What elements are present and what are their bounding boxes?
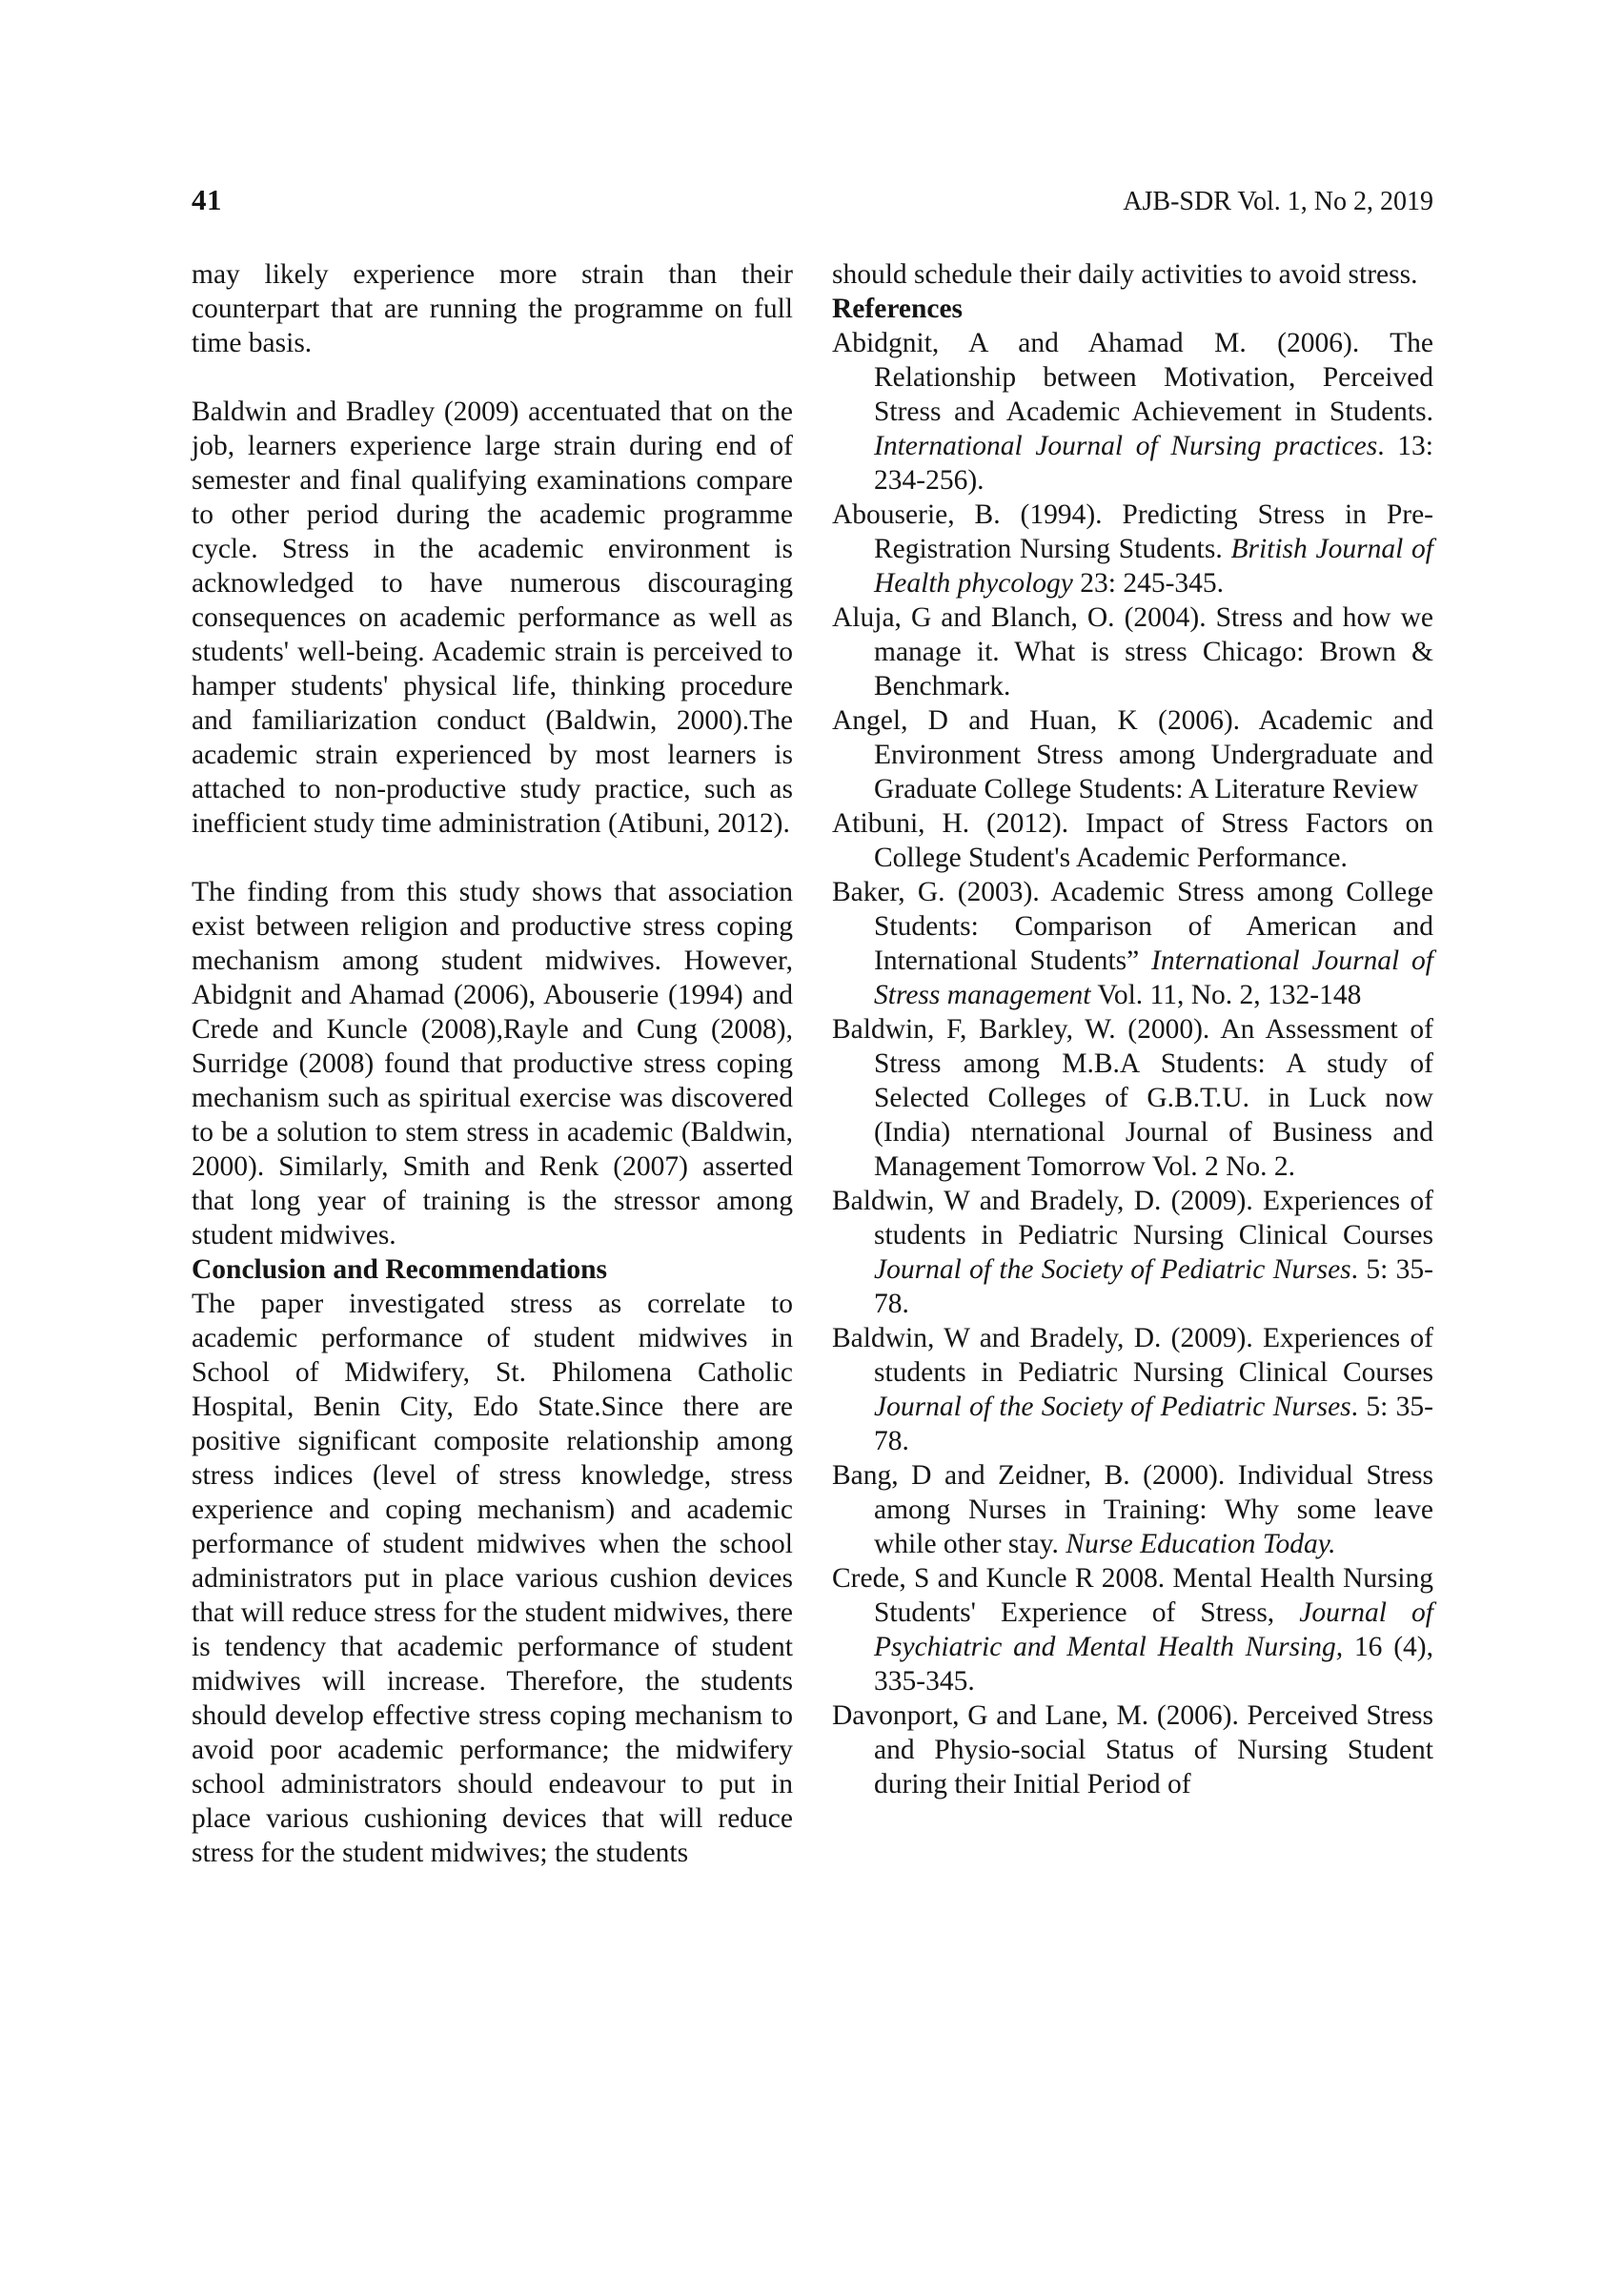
reference-text: . 5: 35-78.: [874, 1392, 1433, 1456]
reference-journal-title: Journal of Psychiatric and Mental Health Nursing,: [874, 1597, 1434, 1662]
journal-header: AJB-SDR Vol. 1, No 2, 2019: [1123, 187, 1433, 216]
reference-text: Baldwin, F, Barkley, W. (2000). An Assessment of Stress among M.B.A Students: A study of Selected Colleges of G.B.T.U. in Luck now (India) nternational Journal of Business and Management Tomorrow Vol. 2 No. 2.: [832, 1014, 1433, 1182]
reference-entry: [832, 1561, 1433, 1698]
reference-text: Abouserie, B. (1994). Predicting Stress in Pre-Registration Nursing Students.: [832, 499, 1433, 564]
reference-entry: [832, 1184, 1433, 1321]
reference-text: . 5: 35-78.: [874, 1254, 1433, 1319]
body-paragraph: may likely experience more strain than their counterpart that are running the programme on full time basis.: [192, 259, 793, 358]
reference-text: Atibuni, H. (2012). Impact of Stress Factors on College Student's Academic Performance.: [832, 808, 1433, 873]
body-paragraph: The finding from this study shows that association exist between religion and productive stress coping mechanism among student midwives. However, Abidgnit and Ahamad (2006), Abouserie (1994) and Crede and Kuncle (2008),Rayle and Cung (2008), Surridge (2008) found that productive stress coping mechanism such as spiritual exercise was discovered to be a solution to stem stress in academic (Baldwin, 2000). Similarly, Smith and Renk (2007) asserted that long year of training is the stressor among student midwives.: [192, 877, 793, 1250]
page-number: 41: [192, 183, 222, 216]
reference-text: Vol. 11, No. 2, 132-148: [1090, 980, 1362, 1010]
reference-journal-title: International Journal of Nursing practices: [874, 431, 1378, 461]
reference-entry: [832, 1458, 1433, 1561]
reference-text: Angel, D and Huan, K (2006). Academic and Environment Stress among Undergraduate and Graduate College Students: A Literature Review: [832, 705, 1433, 804]
two-column-body: [192, 257, 1433, 1870]
reference-journal-title: Journal of the Society of Pediatric Nurses: [874, 1254, 1351, 1285]
references-heading: References: [832, 294, 964, 324]
reference-entry: [832, 1321, 1433, 1458]
reference-text: Abidgnit, A and Ahamad M. (2006). The Relationship between Motivation, Perceived Stress and Academic Achievement in Students.: [832, 328, 1433, 427]
reference-entry: [832, 703, 1433, 806]
reference-text: 23: 245-345.: [1072, 568, 1225, 599]
reference-text: Crede, S and Kuncle R 2008. Mental Health Nursing Students' Experience of Stress,: [832, 1563, 1433, 1628]
reference-text: Bang, D and Zeidner, B. (2000). Individual Stress among Nurses in Training: Why some leave while other stay.: [832, 1460, 1433, 1559]
reference-text: Baldwin, W and Bradely, D. (2009). Experiences of students in Pediatric Nursing Clinical Courses: [832, 1323, 1433, 1388]
reference-text: Aluja, G and Blanch, O. (2004). Stress and how we manage it. What is stress Chicago: Brown & Benchmark.: [832, 602, 1433, 701]
reference-entry: [832, 875, 1433, 1012]
left-column: [192, 257, 793, 1870]
reference-entry: [832, 326, 1433, 498]
reference-entry: [832, 1012, 1433, 1184]
reference-entry: [832, 498, 1433, 600]
reference-entry: [832, 1698, 1433, 1801]
right-column: [832, 257, 1433, 1870]
reference-journal-title: International Journal of Stress management: [874, 945, 1433, 1010]
reference-journal-title: Journal of the Society of Pediatric Nurses: [874, 1392, 1351, 1422]
section-heading: Conclusion and Recommendations: [192, 1254, 608, 1285]
body-paragraph: should schedule their daily activities to avoid stress.: [832, 259, 1418, 290]
reference-list: [832, 326, 1433, 1801]
page-header: [192, 183, 1433, 225]
reference-text: Davonport, G and Lane, M. (2006). Perceived Stress and Physio-social Status of Nursing Student during their Initial Period of: [832, 1700, 1433, 1799]
reference-entry: [832, 600, 1433, 703]
body-paragraph: The paper investigated stress as correlate to academic performance of student midwives in School of Midwifery, St. Philomena Catholic Hospital, Benin City, Edo State.Since there are positive significant composite relationship among stress indices (level of stress knowledge, stress experience and coping mechanism) and academic performance of student midwives when the school administrators put in place various cushion devices that will reduce stress for the student midwives, there is tendency that academic performance of student midwives will increase. Therefore, the students should develop effective stress coping mechanism to avoid poor academic performance; the midwifery school administrators should endeavour to put in place various cushioning devices that will reduce stress for the student midwives; the students: [192, 1289, 793, 1868]
reference-text: Baker, G. (2003). Academic Stress among College Students: Comparison of American and International Students”: [832, 877, 1433, 976]
reference-journal-title: British Journal of Health phycology: [874, 534, 1433, 599]
body-paragraph: Baldwin and Bradley (2009) accentuated that on the job, learners experience large strain during end of semester and final qualifying examinations compare to other period during the academic programme cycle. Stress in the academic environment is acknowledged to have numerous discouraging consequences on academic performance as well as students' well-being. Academic strain is perceived to hamper students' physical life, thinking procedure and familiarization conduct (Baldwin, 2000).The academic strain experienced by most learners is attached to non-productive study practice, such as inefficient study time administration (Atibuni, 2012).: [192, 396, 793, 839]
reference-text: . 13: 234-256).: [874, 431, 1433, 496]
reference-text: 16 (4), 335-345.: [874, 1632, 1434, 1697]
reference-journal-title: Nurse Education Today.: [1066, 1529, 1336, 1559]
reference-text: Baldwin, W and Bradely, D. (2009). Experiences of students in Pediatric Nursing Clinical Courses: [832, 1186, 1433, 1250]
reference-entry: [832, 806, 1433, 875]
